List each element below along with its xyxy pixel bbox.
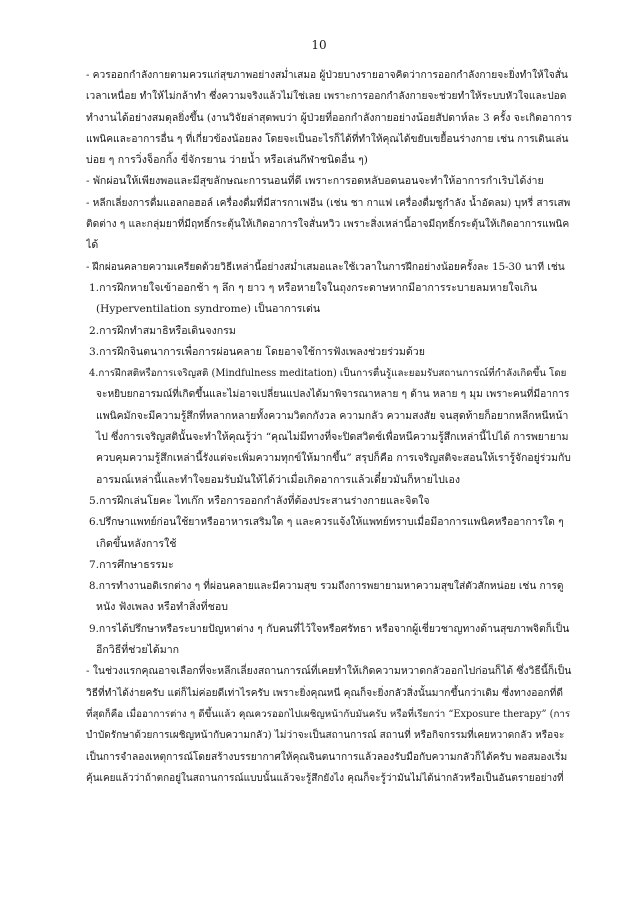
text-line: คุ้นเคยแล้วว่าถ้าตกอยู่ในสถานการณ์แบบนั้นแล้วจะรู้สึกยังไง คุณก็จะรู้ว่ามันไม่ได้น่ากลัวหรือเป็นอันตรายอย่างที่ (86, 772, 564, 784)
text-line: อีกวิธีที่ช่วยได้มาก (96, 644, 180, 657)
text-line: หนัง ฟังเพลง หรือทำสิ่งที่ชอบ (96, 601, 228, 614)
text-line: 7.การศึกษาธรรมะ (89, 558, 174, 571)
text-line: แพนิคมักจะมีความรู้สึกที่หลากหลายทั้งความวิตกกังวล ความกลัว ความสงสัย จนสุดท้ายก็อยากหลีกหนีหน้า (96, 409, 569, 422)
text-line: 4.การฝึกสติหรือการเจริญสติ (Mindfulness meditation) เป็นการตื่นรู้และยอมรับสถานการณ์ที่กำลังเกิดขึ้น โดย (89, 368, 567, 380)
text-line: ที่สุดก็คือ เมื่ออาการต่าง ๆ ดีขึ้นแล้ว คุณควรออกไปเผชิญหน้ากับมันครับ หรือที่เรียกว่า “Exposure therapy” (การ (86, 708, 571, 720)
text-line: ติดต่าง ๆ และกลุ่มยาที่มีฤทธิ์กระตุ้นให้เกิดอาการใจสั่นหวิว เพราะสิ่งเหล่านี้อาจมีฤทธิ์กระตุ้นให้เกิดอาการแพนิค (86, 219, 570, 231)
text-line: บำบัดรักษาด้วยการเผชิญหน้ากับความกลัว) ไม่ว่าจะเป็นสถานการณ์ สถานที่ หรือกิจกรรมที่เคยหวาดกลัว หรือจะ (86, 730, 565, 742)
text-line: เกิดขึ้นหลังการใช้ (96, 537, 177, 550)
text-line: 8.การทำงานอดิเรกต่าง ๆ ที่ผ่อนคลายและมีความสุข รวมถึงการพยายามหาความสุขใส่ตัวสักหน่อย เช่น การดู (89, 581, 564, 593)
text-line: ไป ซึ่งการเจริญสตินั้นจะทำให้คุณรู้ว่า “คุณไม่มีทางที่จะปิดสวิตช์เพื่อหนีความรู้สึกเหล่านี้ไปได้ การพยายาม (96, 431, 569, 444)
text-line: วิธีที่ทำได้ง่ายครับ แต่ก็ไม่ค่อยดีเท่าไรครับ เพราะยิ่งคุณหนี คุณก็จะยิ่งกลัวสิ่งนั้นมากขึ้นกว่าเดิม ซึ่งทางออกที่ดี (86, 687, 563, 699)
text-line: ได้ (86, 239, 99, 252)
body-text (86, 65, 572, 789)
text-line: เป็นการจำลองเหตุการณ์โดยสร้างบรรยากาศให้คุณจินตนาการแล้วลองรับมือกับความกลัวก็ได้ครับ พอสมองเริ่ม (86, 751, 568, 763)
text-line: 5.การฝึกเล่นโยคะ ไทเก๊ก หรือการออกกำลังที่ต้องประสานร่างกายและจิตใจ (89, 494, 430, 507)
text-line: - ฝึกผ่อนคลายความเครียดด้วยวิธีเหล่านี้อย่างสม่ำเสมอและใช้เวลาในการฝึกอย่างน้อยครั้งละ 15-30 นาที เช่น (86, 261, 565, 273)
text-line: จะหยิบยกอารมณ์ที่เกิดขึ้นและไม่อาจเปลี่ยนแปลงได้มาพิจารณาหลาย ๆ ด้าน หลาย ๆ มุม เพราะคนที่มีอาการ (96, 389, 570, 401)
text-line: - ควรออกกำลังกายตามควรแก่สุขภาพอย่างสม่ำเสมอ ผู้ป่วยบางรายอาจคิดว่าการออกกำลังกายจะยิ่งทำให้ใจสั่น (86, 70, 568, 81)
text-line: 2.การฝึกทำสมาธิหรือเดินจงกรม (89, 324, 236, 337)
text-line: บ่อย ๆ การวิ่งจ็อกกิ้ง ขี่จักรยาน ว่ายน้ำ หรือเล่นกีฬาชนิดอื่น ๆ) (86, 154, 368, 167)
text-line: อารมณ์เหล่านี้และทำใจยอมรับมันให้ได้ว่าเมื่อเกิดอาการแล้วเดี๋ยวมันก็หายไปเอง (96, 473, 461, 486)
text-line: - ในช่วงแรกคุณอาจเลือกที่จะหลีกเลี่ยงสถานการณ์ที่เคยทำให้เกิดความหวาดกลัวออกไปก่อนก็ได้ ซึ่งวิธีนี้ก็เป็น (86, 665, 572, 678)
text-line: - พักผ่อนให้เพียงพอและมีสุขลักษณะการนอนที่ดี เพราะการอดหลับอดนอนจะทำให้อาการกำเริบได้ง่าย (86, 175, 544, 188)
text-line: 3.การฝึกจินตนาการเพื่อการผ่อนคลาย โดยอาจใช้การฟังเพลงช่วยร่วมด้วย (89, 345, 425, 358)
text-line: - หลีกเลี่ยงการดื่มแอลกอฮอล์ เครื่องดื่มที่มีสารกาเฟอีน (เช่น ชา กาแฟ เครื่องดื่มชูกำลัง น้ำอัดลม) บุหรี่ สารเสพ (86, 197, 571, 209)
text-line: ควบคุมความรู้สึกเหล่านี้รังแต่จะเพิ่มความทุกข์ให้มากขึ้น” สรุปก็คือ การเจริญสติจะสอนให้เรารู้จักอยู่ร่วมกับ (96, 452, 571, 465)
text-line: 6.ปรึกษาแพทย์ก่อนใช้ยาหรืออาหารเสริมใด ๆ และควรแจ้งให้แพทย์ทราบเมื่อมีอาการแพนิคหรืออาการใด ๆ (89, 516, 564, 529)
page-number: 10 (311, 38, 327, 52)
text-line: 9.การได้ปรึกษาหรือระบายปัญหาต่าง ๆ กับคนที่ไว้ใจหรือศรัทธา หรือจากผู้เชี่ยวชาญทางด้านสุขภาพจิตก็เป็น (89, 622, 570, 635)
text-line: แพนิคและอาการอื่น ๆ ที่เกี่ยวข้องน้อยลง โดยจะเป็นอะไรก็ได้ที่ทำให้คุณได้ขยับเขยื้อนร่างกาย เช่น การเดินเล่น (86, 133, 569, 145)
text-line: 1.การฝึกหายใจเข้าออกช้า ๆ ลึก ๆ ยาว ๆ หรือหายใจในถุงกระดาษหากมีอาการระบายลมหายใจเกิน (89, 281, 538, 294)
text-line: ทำงานได้อย่างสมดุลยิ่งขึ้น (งานวิจัยล่าสุดพบว่า ผู้ป่วยที่ออกกำลังกายอย่างน้อยสัปดาห์ละ 3 ครั้ง จะเกิดอาการ (86, 111, 572, 124)
text-line: (Hyperventilation syndrome) เป็นอาการเด่น (96, 303, 321, 316)
text-line: เวลาเหนื่อย ทำให้ไม่กล้าทำ ซึ่งความจริงแล้วไม่ใช่เลย เพราะการออกกำลังกายจะช่วยทำให้ระบบหัวใจและปอด (86, 91, 567, 103)
